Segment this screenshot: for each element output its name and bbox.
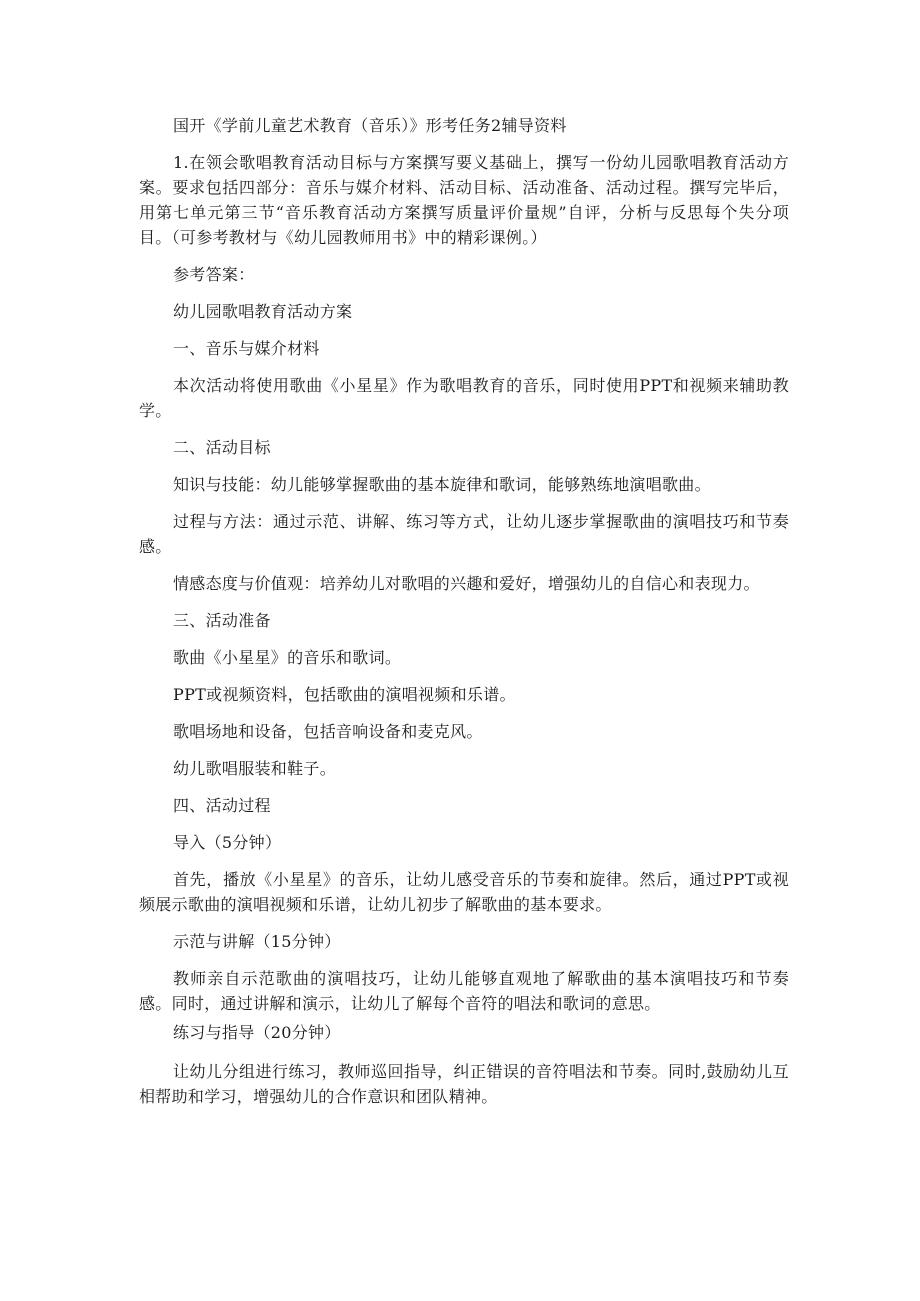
document-title: 国开《学前儿童艺术教育（音乐）》形考任务2辅导资料 bbox=[173, 116, 567, 135]
plan-title: 幼儿园歌唱教育活动方案 bbox=[173, 302, 353, 321]
assignment-question: 1.在领会歌唱教育活动目标与方案撰写要义基础上，撰写一份幼儿园歌唱教育活动方案。要求包括四部分：音乐与媒介材料、活动目标、活动准备、活动过程。撰写完毕后，用第七单元第三节“音乐教育活动方案撰写质量评价量规”自评，分析与反思每个失分项目。（可参考教材与《幼儿园教师用书》中的精彩课例。） bbox=[139, 153, 789, 247]
goal-knowledge: 知识与技能：幼儿能够掌握歌曲的基本旋律和歌词，能够熟练地演唱歌曲。 bbox=[173, 475, 711, 494]
step-heading-demo: 示范与讲解（15分钟） bbox=[173, 932, 341, 951]
step-text-demo: 教师亲自示范歌曲的演唱技巧，让幼儿能够直观地了解歌曲的基本演唱技巧和节奏感。同时，通过讲解和演示，让幼儿了解每个音符的唱法和歌词的意思。 bbox=[139, 969, 789, 1013]
section-heading-goals: 二、活动目标 bbox=[173, 438, 271, 457]
section-heading-process: 四、活动过程 bbox=[173, 796, 271, 815]
step-text-intro: 首先，播放《小星星》的音乐，让幼儿感受音乐的节奏和旋律。然后，通过PPT或视频展示歌曲的演唱视频和乐谱，让幼儿初步了解歌曲的基本要求。 bbox=[139, 870, 789, 914]
section-heading-preparation: 三、活动准备 bbox=[173, 611, 271, 630]
preparation-item: 歌曲《小星星》的音乐和歌词。 bbox=[173, 648, 402, 667]
document-body bbox=[139, 113, 789, 1121]
preparation-item: 幼儿歌唱服装和鞋子。 bbox=[173, 759, 337, 778]
step-heading-intro: 导入（5分钟） bbox=[173, 833, 282, 852]
section-heading-materials: 一、音乐与媒介材料 bbox=[173, 339, 320, 358]
goal-emotion: 情感态度与价值观：培养幼儿对歌唱的兴趣和爱好，增强幼儿的自信心和表现力。 bbox=[173, 574, 760, 593]
preparation-item: PPT或视频资料，包括歌曲的演唱视频和乐谱。 bbox=[173, 685, 516, 704]
materials-text: 本次活动将使用歌曲《小星星》作为歌唱教育的音乐，同时使用PPT和视频来辅助教学。 bbox=[139, 376, 789, 420]
step-text-practice: 让幼儿分组进行练习，教师巡回指导，纠正错误的音符唱法和节奏。同时,鼓励幼儿互相帮助和学习，增强幼儿的合作意识和团队精神。 bbox=[139, 1062, 789, 1106]
preparation-item: 歌唱场地和设备，包括音响设备和麦克风。 bbox=[173, 722, 483, 741]
goal-process: 过程与方法：通过示范、讲解、练习等方式，让幼儿逐步掌握歌曲的演唱技巧和节奏感。 bbox=[139, 512, 789, 556]
step-heading-practice: 练习与指导（20分钟） bbox=[173, 1023, 341, 1042]
answer-label: 参考答案： bbox=[173, 265, 255, 284]
